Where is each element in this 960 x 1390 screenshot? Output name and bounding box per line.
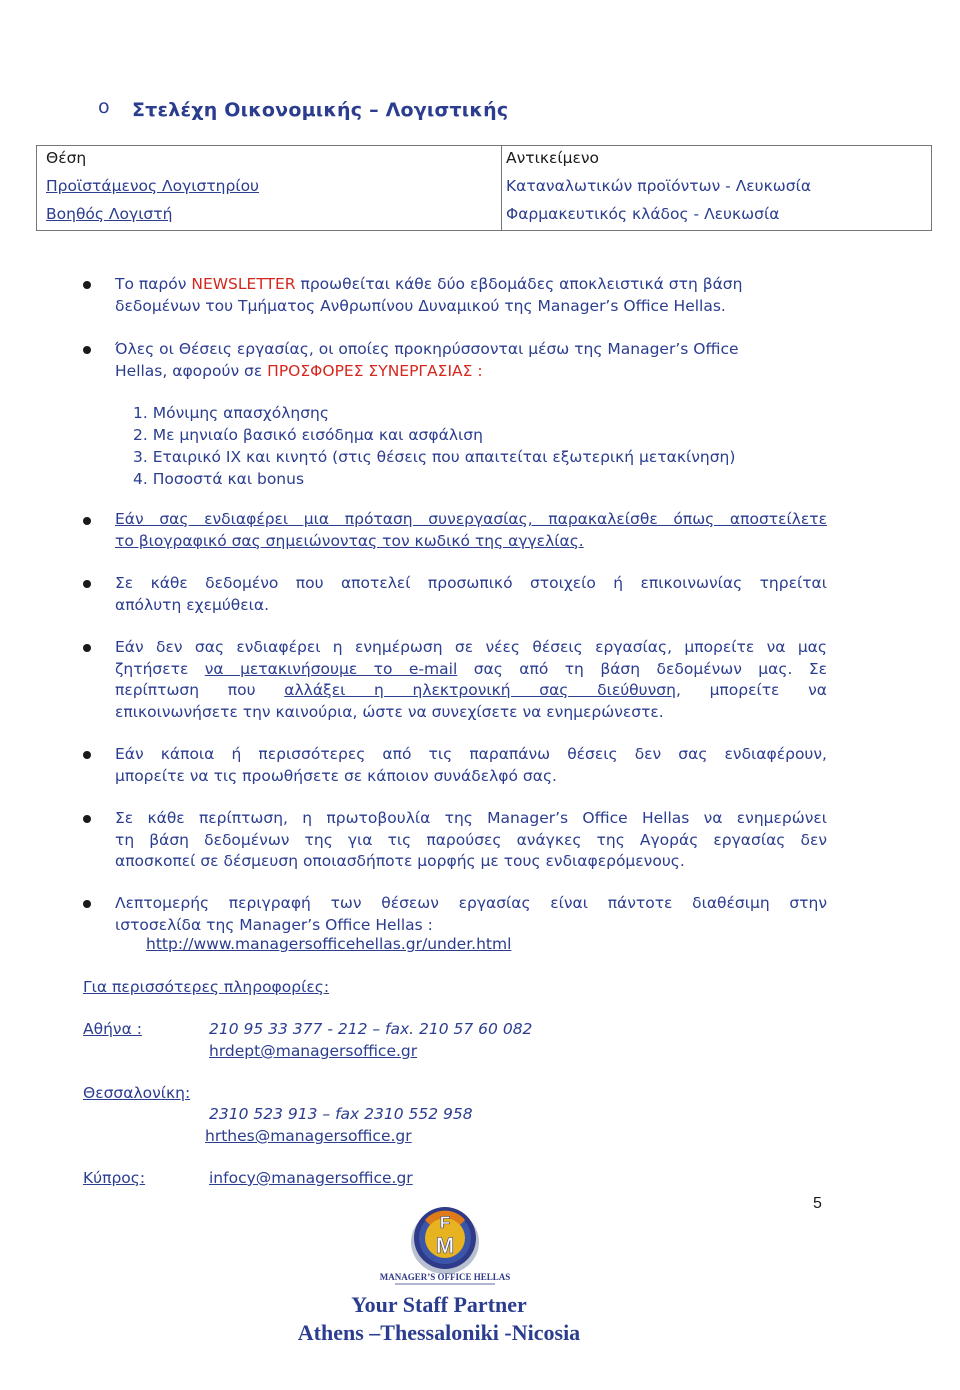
paragraph-line: απόλυτη εχεμύθεια. — [115, 595, 270, 614]
cooperation-offers-text: ΠΡΟΣΦΟΡΕΣ ΣΥΝΕΡΓΑΣΙΑΣ : — [267, 361, 483, 380]
bullet-icon — [83, 346, 91, 354]
paragraph-unsubscribe — [115, 637, 827, 723]
text: Το παρόν — [115, 275, 192, 293]
paragraph-line: τη βάση δεδομένων της για τις παρούσες ανάγκες της Αγοράς εργασίας δεν — [115, 830, 827, 849]
paragraph-line — [115, 361, 827, 383]
section-title: Στελέχη Οικονομικής – Λογιστικής — [132, 99, 509, 121]
paragraph-send-cv[interactable] — [115, 509, 827, 552]
paragraph-line: Όλες οι Θέσεις εργασίας, οι οποίες προκηρύσσονται μέσω της Manager’s Office — [115, 340, 739, 358]
office-cities: Athens –Thessaloniki -Nicosia — [297, 1320, 581, 1345]
thessaloniki-label: Θεσσαλονίκη: — [83, 1084, 191, 1102]
paragraph-line: Σε κάθε περίπτωση, η πρωτοβουλία της Manager’s Office Hellas να ενημερώνει — [115, 809, 827, 827]
list-item: 4. Ποσοστά και bonus — [133, 470, 305, 488]
text: προωθείται κάθε δύο εβδομάδες αποκλειστικά στη βάση — [295, 275, 743, 293]
bullet-icon — [83, 517, 91, 525]
text: ζητήσετε — [115, 659, 205, 678]
benefits-list — [133, 402, 735, 490]
job-subject: Καταναλωτικών προϊόντων - Λευκωσία — [506, 177, 812, 195]
cyprus-email-link[interactable]: infocy@managersoffice.gr — [209, 1169, 413, 1187]
paragraph-positions — [115, 339, 827, 382]
paragraph-line: αποσκοπεί σε δέσμευση οποιασδήποτε μορφής με τους ενδιαφερόμενους. — [115, 852, 685, 870]
newsletter-text: NEWSLETTER — [191, 275, 296, 293]
bullet-icon — [83, 751, 91, 759]
text: , μπορείτε να — [675, 681, 827, 699]
column-divider — [501, 146, 502, 230]
header-position: Θέση — [46, 149, 87, 167]
paragraph-newsletter — [115, 274, 827, 317]
thessaloniki-phone: 2310 523 913 – fax 2310 552 958 — [209, 1105, 473, 1123]
paragraph-confidentiality — [115, 573, 827, 616]
bullet-icon — [83, 580, 91, 588]
paragraph-line: επικοινωνήσετε την καινούρια, ώστε να συνεχίσετε να ενημερώνεστε. — [115, 702, 664, 721]
bullet-icon — [83, 644, 91, 652]
paragraph-forward — [115, 744, 827, 787]
text: Hellas, αφορούν σε — [115, 361, 268, 380]
thessaloniki-email-link[interactable]: hrthes@managersoffice.gr — [205, 1127, 412, 1145]
svg-text:MANAGER’S OFFICE HELLAS: MANAGER’S OFFICE HELLAS — [379, 1272, 511, 1282]
more-info-heading: Για περισσότερες πληροφορίες: — [83, 978, 330, 996]
bullet-icon — [83, 900, 91, 908]
job-subject: Φαρμακευτικός κλάδος - Λευκωσία — [506, 205, 780, 223]
paragraph-details — [115, 893, 827, 936]
jobs-table — [36, 145, 932, 231]
paragraph-line: Σε κάθε δεδομένο που αποτελεί προσωπικό στοιχείο ή επικοινωνίας τηρείται — [115, 574, 827, 592]
paragraph-line: δεδομένων του Τμήματος Ανθρωπίνου Δυναμικού της Manager’s Office Hellas. — [115, 296, 726, 315]
paragraph-line — [115, 659, 827, 681]
svg-text:M: M — [435, 1233, 455, 1258]
cyprus-label: Κύπρος: — [83, 1169, 146, 1187]
athens-email-link[interactable]: hrdept@managersoffice.gr — [209, 1042, 418, 1060]
change-email-link[interactable]: αλλάξει η ηλεκτρονική σας διεύθυνση — [284, 681, 676, 699]
paragraph-line: Λεπτομερής περιγραφή των θέσεων εργασίας είναι πάντοτε διαθέσιμη στην — [115, 894, 827, 912]
job-title-link[interactable]: Προϊστάμενος Λογιστηρίου — [46, 177, 260, 195]
text: περίπτωση που — [115, 681, 285, 699]
paragraph-line: μπορείτε να τις προωθήσετε σε κάποιον συνάδελφό σας. — [115, 766, 557, 785]
company-logo — [370, 1198, 520, 1290]
bullet-icon — [83, 281, 91, 289]
paragraph-line: Εάν σας ενδιαφέρει μια πρόταση συνεργασίας, παρακαλείσθε όπως αποστείλετε — [115, 510, 827, 528]
paragraph-line: Εάν δεν σας ενδιαφέρει η ενημέρωση σε νέες θέσεις εργασίας, μπορείτε να μας — [115, 638, 827, 656]
list-item: 2. Με μηνιαίο βασικό εισόδημα και ασφάλιση — [133, 426, 483, 444]
move-email-link[interactable]: να μετακινήσουμε το e-mail — [204, 659, 458, 678]
text: σας από τη βάση δεδομένων μας. Σε — [457, 659, 828, 678]
bullet-icon — [83, 815, 91, 823]
svg-text:F: F — [439, 1213, 451, 1232]
athens-phone: 210 95 33 377 - 212 – fax. 210 57 60 082 — [209, 1020, 533, 1038]
paragraph-line — [115, 680, 827, 702]
page-number: 5 — [813, 1195, 822, 1212]
list-item: 3. Εταιρικό ΙΧ και κινητό (στις θέσεις που απαιτείται εξωτερική μετακίνηση) — [133, 448, 736, 466]
job-title-link[interactable]: Βοηθός Λογιστή — [46, 205, 173, 223]
heading-bullet: o — [98, 96, 110, 118]
paragraph-line: Εάν κάποια ή περισσότερες από τις παραπάνω θέσεις δεν σας ενδιαφέρουν, — [115, 745, 827, 763]
athens-label: Αθήνα : — [83, 1020, 142, 1038]
website-link[interactable]: http://www.managersofficehellas.gr/under.html — [146, 935, 512, 953]
paragraph-line: ιστοσελίδα της Manager’s Office Hellas : — [115, 915, 433, 934]
list-item: 1. Μόνιμης απασχόλησης — [133, 404, 329, 422]
header-subject: Αντικείμενο — [506, 149, 599, 167]
paragraph-line: το βιογραφικό σας σημειώνοντας τον κωδικό της αγγελίας. — [115, 531, 584, 550]
tagline: Your Staff Partner — [351, 1292, 527, 1317]
paragraph-line — [115, 274, 827, 296]
logo-emblem-icon — [370, 1198, 520, 1290]
paragraph-initiative — [115, 808, 827, 873]
